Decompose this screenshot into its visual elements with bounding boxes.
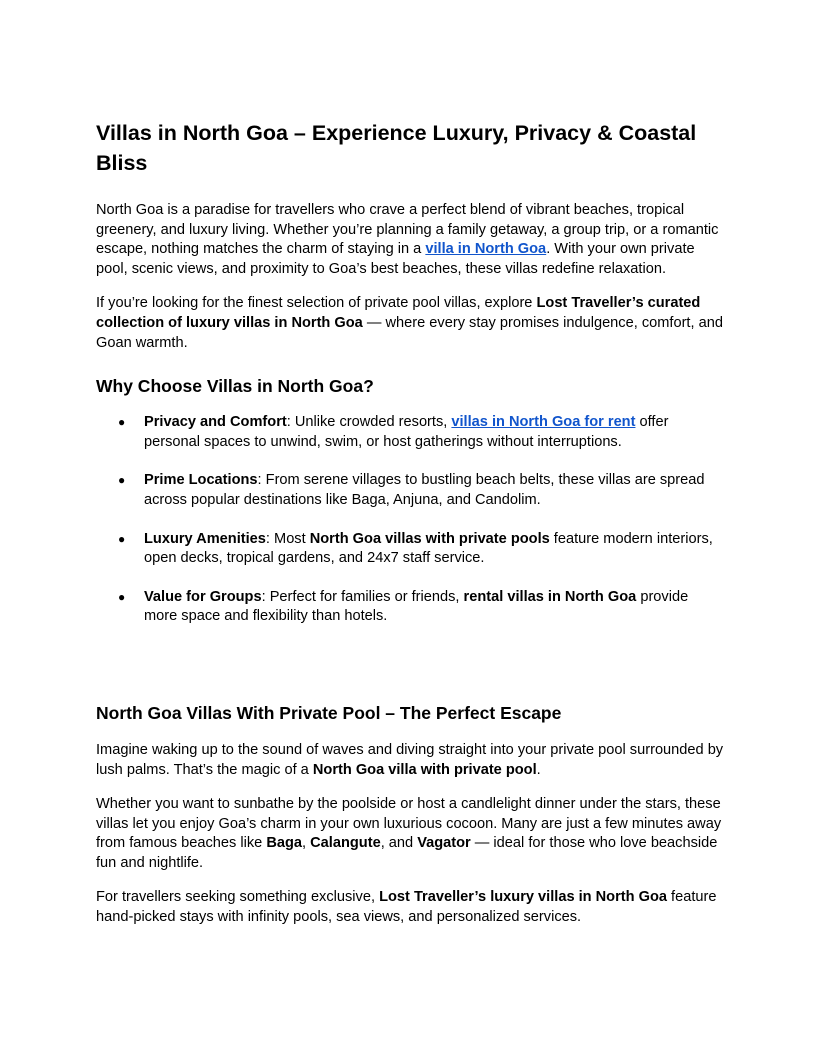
pool-text-2b: — ideal for those who love beachside fun and nightlife. — [96, 835, 718, 871]
item-bold: rental villas in North Goa — [463, 588, 637, 605]
list-item-locations — [96, 471, 724, 510]
item-text-b: feature modern interiors, open decks, tropical gardens, and 24x7 staff service. — [144, 530, 713, 567]
bullet-icon: ● — [118, 531, 126, 546]
pool-text-1-bold: North Goa villa with private pool — [312, 761, 537, 778]
pool-paragraph-2 — [96, 795, 724, 873]
item-text-a: : Most — [265, 530, 310, 547]
pool-paragraph-3 — [96, 888, 724, 927]
why-heading: Why Choose Villas in North Goa? — [96, 376, 374, 397]
intro-text-1b: . With your own private pool, scenic views, and proximity to Goa’s best beaches, these villas redefine relaxation. — [96, 241, 695, 277]
intro-text-2a: If you’re looking for the finest selection of private pool villas, explore — [96, 295, 537, 312]
beach-vagator: Vagator — [417, 835, 471, 852]
intro-paragraph-2 — [96, 294, 724, 353]
item-text-b: provide more space and flexibility than hotels. — [144, 588, 689, 625]
bullet-icon: ● — [118, 473, 126, 488]
page-title: Villas in North Goa – Experience Luxury, Privacy & Coastal Bliss — [96, 121, 697, 175]
pool-text-1b: . — [536, 761, 541, 778]
item-label: Privacy and Comfort — [144, 414, 287, 431]
beach-calangute: Calangute — [310, 835, 381, 852]
separator: , — [302, 835, 311, 852]
bullet-icon: ● — [118, 589, 126, 604]
why-list — [96, 413, 724, 627]
pool-text-1a: Imagine waking up to the sound of waves and diving straight into your private pool surrounded by lush palms. That’s the magic of a — [96, 741, 724, 778]
item-text-a: : From serene villages to bustling beach belts, these villas are spread across popular destinations like Baga, Anjuna, and Candolim. — [144, 472, 705, 508]
list-item-value — [96, 588, 724, 627]
pool-heading: North Goa Villas With Private Pool – The Perfect Escape — [96, 702, 562, 723]
item-label: Value for Groups — [144, 588, 262, 605]
item-text-b: offer personal spaces to unwind, swim, or host gatherings without interruptions. — [144, 414, 669, 450]
bullet-icon: ● — [118, 415, 126, 430]
separator: , and — [380, 835, 418, 852]
item-label: Luxury Amenities — [144, 530, 266, 547]
pool-paragraph-1 — [96, 741, 724, 780]
list-item-amenities — [96, 530, 724, 569]
item-bold: North Goa villas with private pools — [309, 530, 550, 547]
pool-text-3-bold: Lost Traveller’s luxury villas in North Goa — [379, 889, 667, 906]
list-item-privacy — [96, 413, 724, 452]
item-label: Prime Locations — [144, 472, 258, 489]
pool-text-3b: feature hand-picked stays with infinity pools, sea views, and personalized services. — [96, 889, 717, 926]
pool-text-3a: For travellers seeking something exclusive, — [96, 889, 380, 906]
item-text-a: : Unlike crowded resorts, — [286, 414, 452, 431]
intro-paragraph-1 — [96, 201, 724, 279]
intro-text-2b: — where every stay promises indulgence, comfort, and Goan warmth. — [96, 314, 723, 351]
intro-text-2-bold: Lost Traveller’s curated collection of luxury villas in North Goa — [96, 295, 701, 331]
villas-for-rent-link[interactable]: villas in North Goa for rent — [451, 414, 636, 431]
beach-baga: Baga — [266, 835, 303, 852]
document-page — [96, 118, 724, 928]
pool-text-2a: Whether you want to sunbathe by the poolside or host a candlelight dinner under the stars, these villas let you enjoy Goa’s charm in your own luxurious cocoon. Many are just a few minutes away from famous beaches like — [96, 796, 722, 852]
item-text-a: : Perfect for families or friends, — [261, 588, 464, 605]
villa-in-north-goa-link[interactable]: villa in North Goa — [425, 241, 547, 258]
intro-text-1a: North Goa is a paradise for travellers who crave a perfect blend of vibrant beaches, tropical greenery, and luxury living. Whether you’re planning a family getaway, a group trip, or a romantic escape, nothing matches the charm of staying in a — [96, 202, 719, 258]
